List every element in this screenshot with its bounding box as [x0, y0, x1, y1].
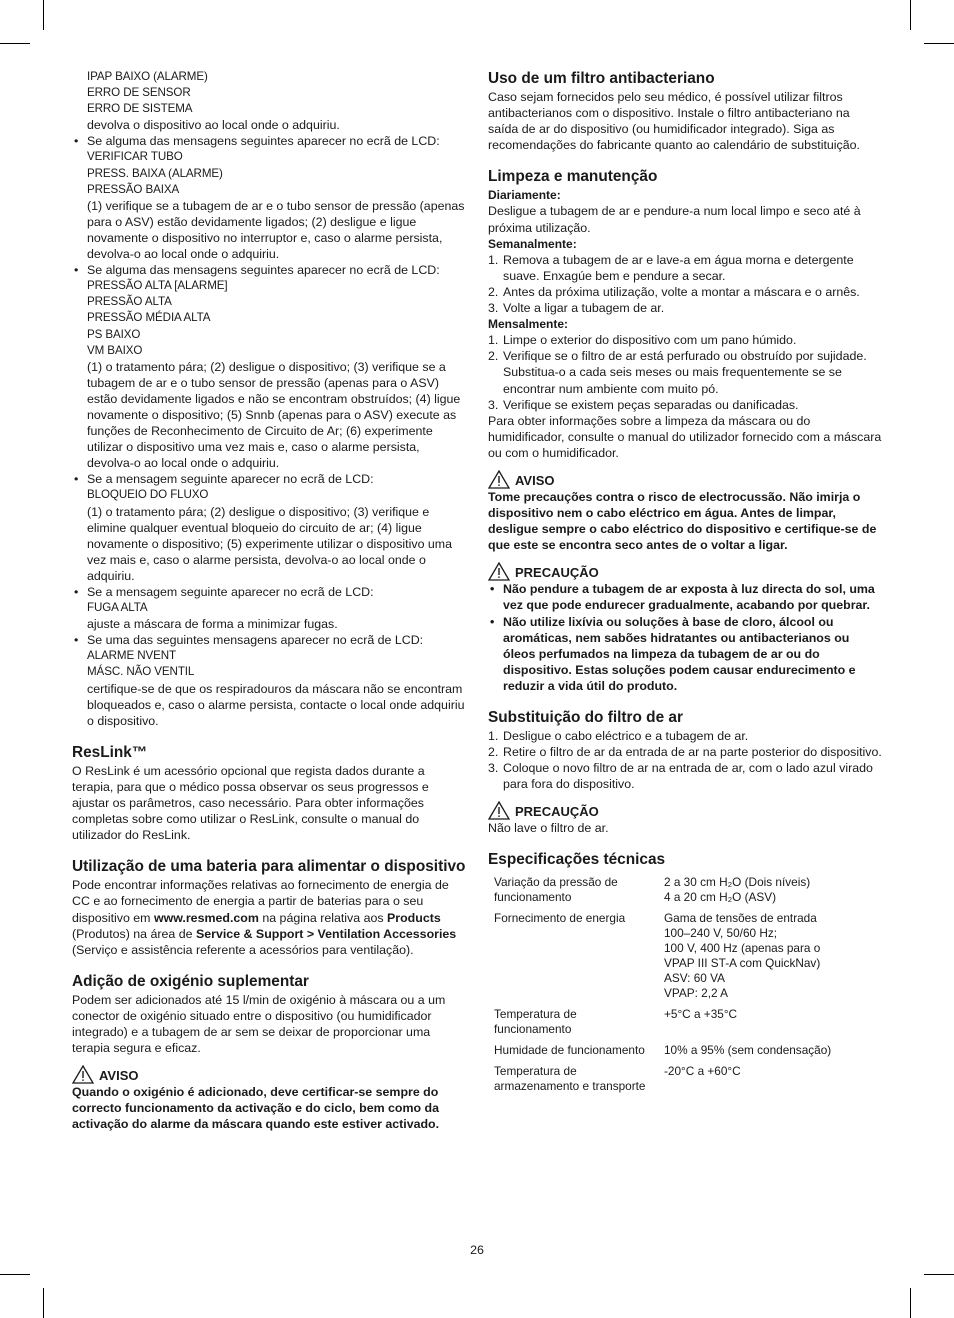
spec-value-line: 4 a 20 cm H₂O (ASV)	[664, 890, 777, 905]
list-item-text: Remova a tubagem de ar e lave-a em água morna e detergente suave. Enxagúe bem e pendure a secar.	[503, 252, 854, 283]
spec-value-line: VPAP III ST-A com QuickNav)	[664, 956, 821, 971]
list-item	[488, 348, 882, 396]
instruction-text: (1) o tratamento pára; (2) desligue o dispositivo; (3) verifique se a tubagem de ar e o tubo sensor de pressão (apenas para o ASV) estão devidamente ligados e não se encontram obstruídos; (4) ligue novamente o dispositivo; (5) Snnb (apenas para o ASV) execute as funções de Reconhecimento de Circuito de Ar; (6) experimente utilizar o dispositivo uma vez mais e, caso o alarme persista, devolva-o ao local onde o adquiriu.	[87, 359, 461, 471]
list-item-text: Retire o filtro de ar da entrada de ar na parte posterior do dispositivo.	[503, 745, 882, 760]
spec-value	[658, 1064, 882, 1100]
caution-label: PRECAUÇÃO	[515, 565, 599, 581]
lcd-message: VERIFICAR TUBO	[87, 150, 183, 164]
spec-value-line: Gama de tensões de entrada	[664, 911, 817, 926]
bullet-icon: •	[74, 585, 79, 599]
bullet-lead: Se a mensagem seguinte aparecer no ecrã de LCD:	[87, 472, 374, 487]
crop-mark	[924, 43, 954, 44]
lcd-message: PRESSÃO ALTA	[87, 295, 172, 309]
crop-mark	[0, 43, 30, 44]
section-heading-cleaning: Limpeza e manutenção	[488, 168, 658, 186]
spec-value	[658, 1043, 882, 1064]
lcd-message: FUGA ALTA	[87, 601, 148, 615]
section-heading-battery: Utilização de uma bateria para alimentar o dispositivo	[72, 858, 466, 876]
page-number: 26	[470, 1243, 484, 1257]
table-row	[488, 911, 882, 1007]
list-item-text: Desligue o cabo eléctrico e a tubagem de ar.	[503, 729, 749, 743]
list-item	[488, 728, 882, 744]
caution-label: PRECAUÇÃO	[515, 804, 599, 820]
crop-mark	[43, 1288, 44, 1318]
lcd-message: PRESSÃO ALTA [ALARME]	[87, 279, 228, 293]
resmed-url: www.resmed.com	[153, 910, 259, 925]
table-row	[488, 1007, 882, 1043]
list-item-text: Coloque o novo filtro de ar na entrada de ar, com o lado azul virado para fora do dispositivo.	[503, 761, 873, 792]
instruction-text: devolva o dispositivo ao local onde o adquiriu.	[87, 118, 340, 133]
caution-triangle-icon	[488, 801, 510, 820]
instruction-text: (1) o tratamento pára; (2) desligue o dispositivo; (3) verifique e elimine qualquer eventual bloqueio do circuito de ar; (4) ligue novamente o dispositivo; (5) experimente utilizar o dispositivo uma vez mais e, caso o alarme persista, devolva-o ao local onde o adquiriu.	[87, 504, 453, 583]
crop-mark	[43, 0, 44, 30]
list-number: 3.	[488, 301, 499, 316]
bullet-item	[72, 632, 468, 729]
table-row	[488, 1043, 882, 1064]
spec-key: Variação da pressão de funcionamento	[494, 875, 618, 905]
specifications-table	[488, 875, 882, 1100]
list-item-text: Limpe o exterior do dispositivo com um pano húmido.	[503, 333, 797, 348]
warning-text: Tome precauções contra o risco de electrocussão. Não imirja o dispositivo nem o cabo eléctrico em água. Antes de limpar, desligue sempre o cabo eléctrico do dispositivo e certifique-se de que este se encontra seco antes de o voltar a ligar.	[488, 489, 877, 553]
bullet-icon: •	[74, 472, 79, 487]
list-item	[488, 252, 882, 284]
bullet-item	[72, 262, 468, 471]
spec-value	[658, 911, 882, 1007]
lcd-message: ERRO DE SENSOR	[87, 86, 191, 100]
bullet-lead: Se uma das seguintes mensagens aparecer no ecrã de LCD:	[87, 633, 424, 648]
battery-text-part: Pode encontrar informações relativas ao fornecimento de energia de CC e ao fornecimento de energia a partir de baterias para o seu dispositivo em	[72, 878, 449, 925]
caution-item	[488, 614, 882, 694]
list-item	[488, 332, 882, 348]
lcd-message: VM BAIXO	[87, 343, 143, 357]
daily-text: Desligue a tubagem de ar e pendure-a num local limpo e seco até à próxima utilização.	[488, 204, 861, 235]
battery-text-part: (Produtos) na área de	[72, 926, 193, 941]
caution-text: Não lave o filtro de ar.	[488, 821, 609, 836]
spec-value	[658, 1007, 882, 1043]
spec-key: Temperatura de funcionamento	[494, 1007, 577, 1037]
list-number: 1.	[488, 252, 499, 267]
spec-value-line: -20°C a +60°C	[664, 1064, 741, 1079]
bullet-icon: •	[74, 633, 79, 648]
list-item	[488, 284, 882, 300]
spec-value-line: ASV: 60 VA	[664, 971, 725, 986]
bullet-item	[72, 584, 468, 632]
list-item-text: Verifique se o filtro de ar está perfurado ou obstruído por sujidade. Substitua-o a cada seis meses ou mais frequentemente se se encontrar num ambiente com muito pó.	[503, 349, 867, 396]
spec-key: Humidade de funcionamento	[494, 1043, 645, 1058]
spec-key: Temperatura de armazenamento e transporte	[494, 1064, 646, 1094]
support-label: Service & Support > Ventilation Accessories	[196, 926, 457, 941]
list-item-text: Volte a ligar a tubagem de ar.	[503, 301, 665, 316]
left-column	[72, 69, 468, 1132]
reslink-text: O ResLink é um acessório opcional que regista dados durante a terapia, para que o médico possa observar os seus progressos e ajustar os parâmetros, caso necessário. Para obter informações completas sobre como utilizar o ResLink, consulte o manual do utilizador do ResLink.	[72, 763, 429, 843]
lcd-message: BLOQUEIO DO FLUXO	[87, 488, 209, 502]
list-item	[488, 397, 882, 413]
list-item	[488, 744, 882, 760]
oxygen-text: Podem ser adicionados até 15 l/min de oxigénio à máscara ou a um conector de oxigénio situado entre o dispositivo (ou humidificador integrado) e a tubagem de ar sem se deixar de proporcionar uma terapia segura e eficaz.	[72, 992, 446, 1056]
bullet-lead: Se alguma das mensagens seguintes aparecer no ecrã de LCD:	[87, 134, 440, 149]
cleaning-more-text: Para obter informações sobre a limpeza da máscara ou do humidificador, consulte o manual do utilizador fornecido com a máscara ou com o humidificador.	[488, 413, 882, 460]
instruction-text: (1) verifique se a tubagem de ar e o tubo sensor de pressão (apenas para o ASV) estão devidamente ligados; (2) desligue e ligue novamente o dispositivo no interruptor e, caso o alarme persista, devolva-o ao local onde o adquiriu.	[87, 198, 465, 262]
warning-heading	[488, 470, 882, 489]
caution-item-text: Não utilize lixívia ou soluções à base de cloro, álcool ou aromáticas, nem sabões hidratantes ou antibacterianos ou óleos perfumados na limpeza da tubagem de ar ou do dispositivo. Estas soluções podem causar endurecimento e reduzir a vida útil do produto.	[503, 614, 856, 693]
bullet-icon: •	[74, 263, 79, 278]
list-number: 2.	[488, 349, 499, 364]
daily-label: Diariamente:	[488, 188, 561, 203]
battery-text-part: (Serviço e assistência referente a acessórios para ventilação).	[72, 942, 414, 957]
lcd-message: PRESSÃO BAIXA	[87, 182, 180, 196]
caution-item	[488, 581, 882, 613]
instruction-text: ajuste a máscara de forma a minimizar fugas.	[87, 617, 338, 632]
spec-value-line: 100 V, 400 Hz (apenas para o	[664, 941, 821, 956]
list-item-text: Antes da próxima utilização, volte a montar a máscara e o arnês.	[503, 284, 860, 299]
table-row	[488, 875, 882, 911]
weekly-label: Semanalmente:	[488, 236, 577, 251]
monthly-label: Mensalmente:	[488, 317, 569, 332]
battery-text-part: na página relativa aos	[262, 910, 384, 925]
spec-key: Fornecimento de energia	[494, 911, 626, 926]
products-label: Products	[387, 910, 441, 925]
lcd-message: PRESS. BAIXA (ALARME)	[87, 166, 223, 180]
lcd-message: PS BAIXO	[87, 327, 141, 341]
bullet-icon: •	[490, 614, 495, 629]
bullet-lead: Se alguma das mensagens seguintes aparecer no ecrã de LCD:	[87, 263, 440, 278]
section-heading-filter-replace: Substituição do filtro de ar	[488, 709, 683, 726]
lcd-message: ALARME NVENT	[87, 649, 176, 663]
crop-mark	[0, 1274, 30, 1275]
lcd-message: MÁSC. NÃO VENTIL	[87, 665, 195, 679]
warning-heading	[72, 1065, 468, 1084]
table-row	[488, 1064, 882, 1100]
bullet-item	[72, 133, 468, 262]
spec-value-line: VPAP: 2,2 A	[664, 986, 729, 1001]
filter-text: Caso sejam fornecidos pelo seu médico, é possível utilizar filtros antibacterianos com o dispositivo. Instale o filtro antibacteriano na saída de ar do dispositivo (ou humidificador integrado). Siga as recomendações do fabricante quanto ao calendário de substituição.	[488, 90, 860, 153]
bullet-icon: •	[74, 134, 79, 149]
caution-item-text: Não pendure a tubagem de ar exposta à luz directa do sol, uma vez que pode endurecer gradualmente, acabando por quebrar.	[503, 582, 875, 613]
warning-text: Quando o oxigénio é adicionado, deve certificar-se sempre do correcto funcionamento da activação e do ciclo, bem como da activação do alarme da máscara quando este estiver activado.	[72, 1085, 440, 1132]
section-heading-reslink: ResLink™	[72, 743, 148, 761]
list-number: 2.	[488, 745, 499, 760]
caution-heading	[488, 562, 882, 581]
crop-mark	[924, 1274, 954, 1275]
list-item	[488, 300, 882, 316]
section-heading-specs: Especificações técnicas	[488, 851, 666, 869]
section-heading-oxygen: Adição de oxigénio suplementar	[72, 972, 309, 990]
right-column	[488, 69, 882, 1100]
list-number: 3.	[488, 761, 499, 776]
bullet-item	[72, 471, 468, 584]
list-number: 1.	[488, 333, 499, 348]
bullet-icon: •	[490, 582, 495, 597]
warning-label: AVISO	[99, 1068, 139, 1084]
spec-value-line: 100–240 V, 50/60 Hz;	[664, 926, 778, 941]
warning-triangle-icon	[72, 1065, 94, 1084]
spec-value-line: +5°C a +35°C	[664, 1007, 738, 1022]
section-heading-filter: Uso de um filtro antibacteriano	[488, 70, 715, 87]
warning-triangle-icon	[488, 470, 510, 489]
spec-value-line: 2 a 30 cm H₂O (Dois níveis)	[664, 875, 811, 890]
bullet-lead: Se a mensagem seguinte aparecer no ecrã de LCD:	[87, 585, 374, 599]
caution-triangle-icon	[488, 562, 510, 581]
caution-heading	[488, 801, 882, 820]
lcd-message: IPAP BAIXO (ALARME)	[87, 70, 208, 83]
list-item-text: Verifique se existem peças separadas ou danificadas.	[503, 397, 799, 412]
warning-label: AVISO	[515, 472, 555, 488]
list-number: 1.	[488, 729, 499, 743]
list-number: 2.	[488, 284, 499, 299]
lcd-message: PRESSÃO MÉDIA ALTA	[87, 311, 211, 325]
spec-value	[658, 875, 882, 911]
spec-value-line: 10% a 95% (sem condensação)	[664, 1043, 832, 1058]
crop-mark	[910, 1288, 911, 1318]
list-number: 3.	[488, 397, 499, 412]
list-item	[488, 760, 882, 792]
instruction-text: certifique-se de que os respiradouros da máscara não se encontram bloqueados e, caso o alarme persista, contacte o local onde adquiriu o dispositivo.	[87, 681, 465, 728]
intro-block	[72, 69, 468, 133]
lcd-message: ERRO DE SISTEMA	[87, 102, 193, 116]
battery-text	[72, 877, 468, 957]
crop-mark	[910, 0, 911, 30]
